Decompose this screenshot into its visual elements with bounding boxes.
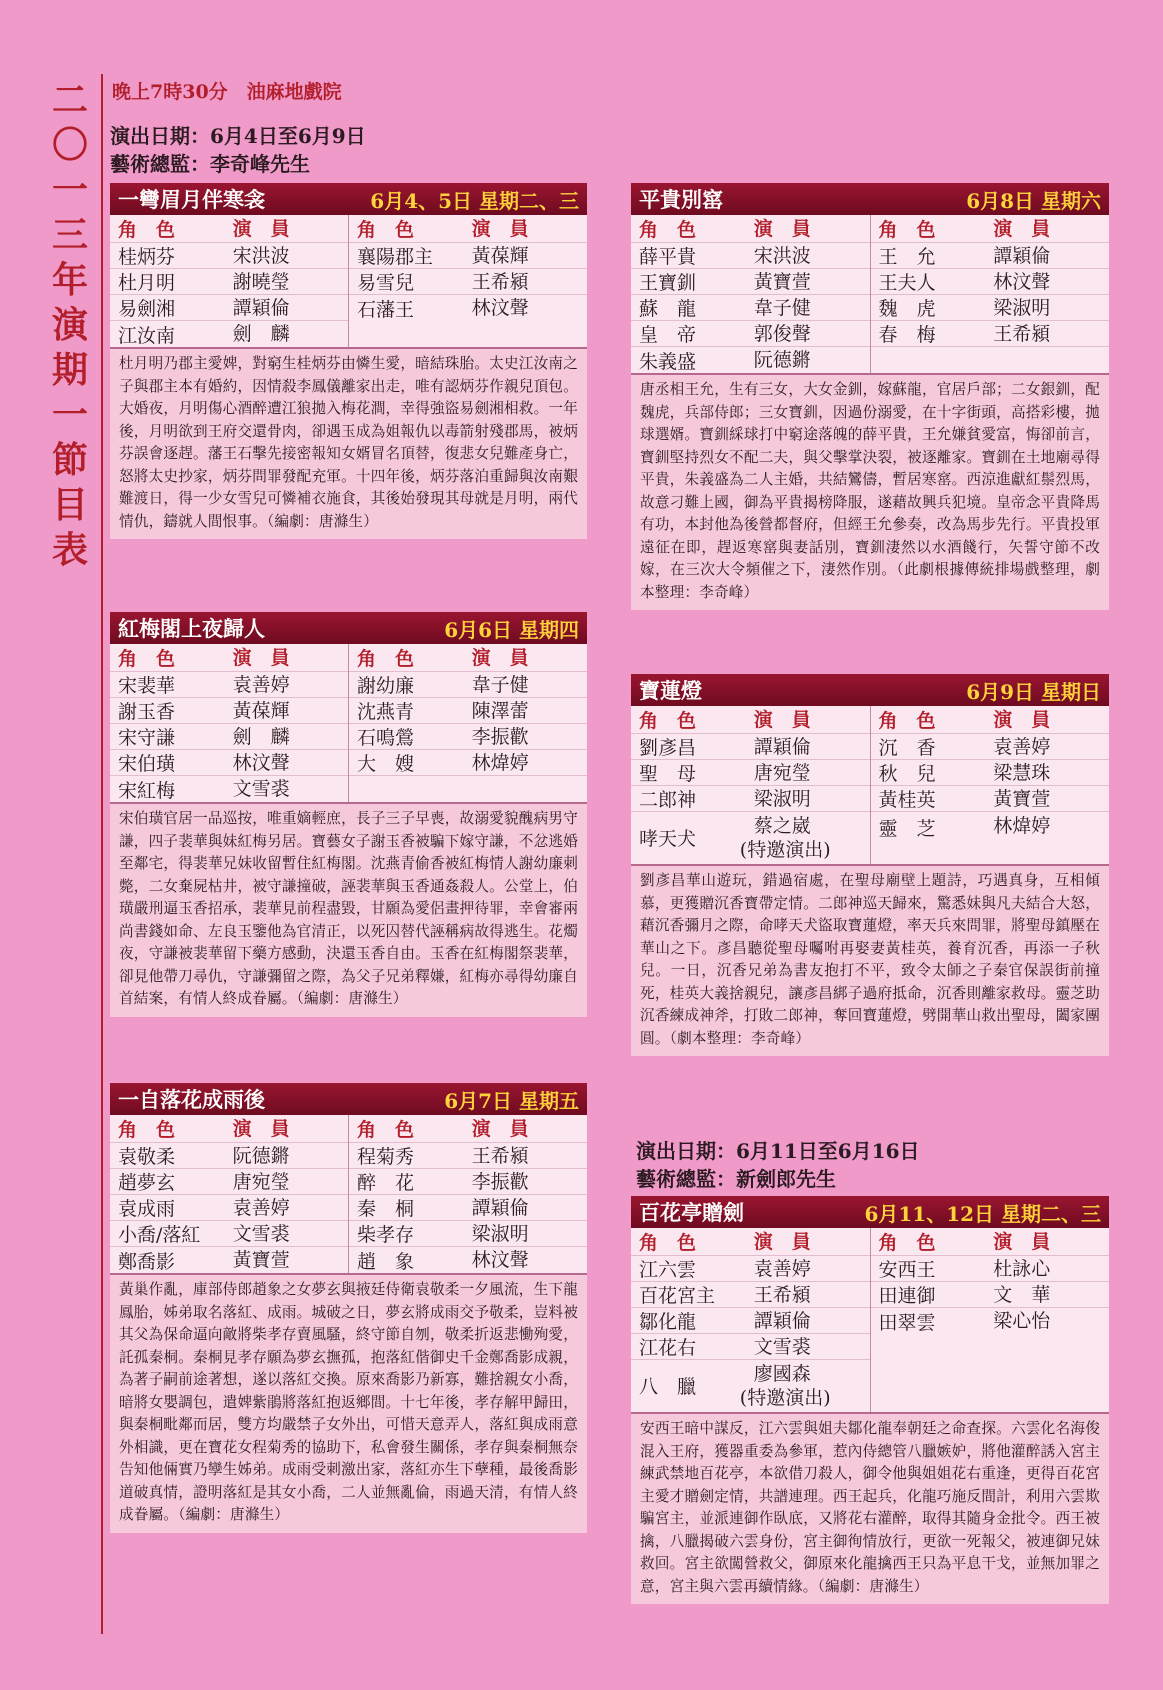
cast-column-left [110, 1115, 348, 1273]
part2-dates: 演出日期：6月11日至6月16日 [636, 1139, 920, 1163]
actor-name: 劍 麟 [232, 725, 290, 748]
part2-director: 藝術總監：新劍郎先生 [636, 1167, 836, 1191]
cast-row [349, 698, 587, 724]
actor-heading: 演 員 [753, 708, 811, 731]
role-heading: 角 色 [118, 1119, 176, 1141]
cast-column-right [870, 215, 1110, 373]
actor-name: 譚穎倫 [753, 1309, 811, 1332]
cast-row [110, 321, 348, 347]
cast-column-right [348, 1115, 587, 1273]
actor-name: 譚穎倫 [753, 735, 811, 758]
cast-table [110, 215, 587, 349]
cast-row [631, 295, 870, 321]
cast-row [349, 1221, 587, 1247]
cast-row [349, 776, 587, 802]
cast-row [871, 1282, 1110, 1308]
show-date: 6月4、5日 星期二、三 [370, 188, 579, 213]
role-name: 醉 花 [357, 1172, 415, 1194]
show-title: 寶蓮燈 [639, 678, 702, 703]
role-heading: 角 色 [639, 710, 697, 732]
cast-row [871, 760, 1110, 786]
actor-name: 黃葆輝 [232, 699, 290, 722]
actor-name: 劍 麟 [232, 323, 290, 345]
actor-name: 譚穎倫 [471, 1196, 529, 1219]
role-name: 宋守謙 [118, 727, 176, 749]
actor-name: 文雪裘 [232, 1222, 290, 1245]
actor-name: 宋洪波 [753, 244, 811, 267]
actor-heading: 演 員 [993, 1230, 1051, 1253]
cast-column-right [870, 1228, 1110, 1412]
role-name: 易劍湘 [118, 298, 176, 320]
cast-table [110, 644, 587, 804]
role-name: 江六雲 [639, 1259, 697, 1281]
role-name: 易雪兒 [357, 272, 415, 294]
cast-header [110, 1115, 348, 1143]
cast-row [631, 1282, 870, 1308]
actor-name: 林汶聲 [471, 1249, 529, 1271]
cast-column-right [348, 215, 587, 347]
actor-heading: 演 員 [471, 646, 529, 669]
actor-name: 林汶聲 [232, 751, 290, 774]
actor-name: 韋子健 [753, 296, 811, 319]
actor-heading: 演 員 [993, 708, 1051, 731]
cast-row [349, 1247, 587, 1273]
cast-row [871, 269, 1110, 295]
actor-name: 林汶聲 [471, 297, 529, 319]
role-name: 石藩王 [357, 298, 415, 321]
cast-row [110, 750, 348, 776]
actor-name: 李振歡 [471, 1170, 529, 1193]
show-title: 紅梅閣上夜歸人 [118, 616, 265, 641]
actor-name: 王希潁 [993, 322, 1051, 345]
actor-heading: 演 員 [471, 1117, 529, 1140]
actor-name: 文雪裘 [753, 1335, 811, 1358]
actor-name: 唐宛瑩 [232, 1170, 290, 1193]
role-name: 大 嫂 [357, 753, 415, 775]
actor-name: 林煒婷 [471, 751, 529, 774]
cast-row [110, 776, 348, 802]
actor-name: 王希潁 [471, 1144, 529, 1167]
role-heading: 角 色 [878, 1232, 936, 1254]
special-guest-note: (特邀演出) [739, 839, 831, 861]
actor-name: 袁善婷 [232, 673, 290, 696]
cast-row [349, 295, 587, 321]
cast-row [631, 812, 870, 864]
cast-row [110, 1143, 348, 1169]
actor-heading: 演 員 [993, 217, 1051, 240]
actor-name: 譚穎倫 [993, 244, 1051, 267]
actor-name: 黃葆輝 [471, 244, 529, 267]
actor-name: 林煒婷 [993, 815, 1051, 837]
cast-row [631, 760, 870, 786]
cast-row [871, 1256, 1110, 1282]
role-name: 聖 母 [639, 763, 697, 785]
cast-table [110, 1115, 587, 1275]
cast-row [631, 1334, 870, 1360]
cast-header [871, 706, 1110, 734]
role-name: 趙 象 [357, 1250, 415, 1273]
role-name: 薛平貴 [639, 246, 697, 268]
actor-name: 廖國森 [753, 1363, 811, 1385]
actor-name: 韋子健 [471, 673, 529, 696]
actor-name: 文雪裘 [232, 778, 290, 800]
show-date: 6月8日 星期六 [966, 188, 1101, 213]
cast-row [349, 1169, 587, 1195]
cast-table [631, 706, 1109, 866]
actor-name: 譚穎倫 [232, 296, 290, 319]
role-name: 八 臘 [639, 1376, 697, 1398]
actor-name: 梁心怡 [993, 1310, 1051, 1332]
actor-name: 黃寶萱 [753, 270, 811, 293]
cast-row [349, 724, 587, 750]
role-name: 二郎神 [639, 789, 697, 811]
cast-row [871, 786, 1110, 812]
role-name: 程菊秀 [357, 1146, 415, 1168]
role-name: 江汝南 [118, 324, 176, 347]
show-title: 一自落花成雨後 [118, 1087, 265, 1112]
synopsis: 宋伯璜官居一品巡按，唯重嫡輕庶，長子三子早喪，故溺愛貌醜病男守謙，四子裴華與妹紅梅另居。寶藝女子謝玉香被騙下嫁守謙，不忿逃婚至鄰宅，得裴華兄妹收留暫住紅梅閣。沈燕青偷香被紅梅情人謝幼廉刺斃，二女棄屍枯井，被守謙撞破，誣裴華與玉香通姦殺人。公堂上，伯璜嚴刑逼玉香招承，裴華見前程盡毀，甘願為愛侶畫押待罪，幸會審兩尚書錢如命、左良玉鑒他為官清正，以死囚替代誣稱病故得逃生。花燭夜，守謙被裴華留下藥方感動，決還玉香自由。玉香在紅梅閣祭裴華，卻見他帶刀尋仇，守謙彌留之際，為父子兄弟釋嫌，紅梅亦尋得幼廉自首結案，有情人終成眷屬。（編劇：唐滌生） [119, 810, 578, 1007]
actor-heading: 演 員 [232, 217, 290, 240]
actor-name: 蔡之崴 [753, 815, 811, 837]
show-title-bar [631, 183, 1109, 215]
cast-row [110, 698, 348, 724]
actor-name: 黃寶萱 [993, 787, 1051, 810]
actor-name: 袁善婷 [753, 1257, 811, 1280]
role-name: 宋伯璜 [118, 753, 176, 775]
actor-name: 王希潁 [471, 270, 529, 293]
cast-row [349, 672, 587, 698]
actor-name: 李振歡 [471, 725, 529, 748]
cast-row [871, 295, 1110, 321]
cast-row [631, 1360, 870, 1412]
actor-name: 阮德鏘 [753, 349, 811, 371]
side-title: 二〇一三年演期一節目表 [52, 79, 89, 571]
actor-heading: 演 員 [753, 1230, 811, 1253]
role-name: 柴孝存 [357, 1224, 415, 1246]
role-name: 宋裴華 [118, 675, 176, 697]
synopsis: 黃巢作亂，庫部侍郎趙象之女夢玄與掖廷侍衛袁敬柔一夕風流，生下龍鳳胎，姊弟取名落紅、成雨。城破之日，夢玄將成雨交予敬柔，豈料被其父為保命逼向敵將柴孝存賣風騷，終守節自刎，敬柔折返悲慟殉愛，託孤秦桐。秦桐見孝存願為夢玄撫孤，抱落紅偕御史千金鄭喬影成親，為著子嗣前途著想，遂以落紅交換。原來喬影乃新寡，難捨親女小喬，暗將女嬰調包，遣婢紫鵑將落紅抱返鄉間。十七年後，孝存解甲歸田，與秦桐毗鄰而居，雙方均嚴禁子女外出，可惜天意弄人，落紅與成雨意外相識，更在寶花女程菊秀的協助下，私會發生關係，孝存與秦桐無奈告知他倆實乃孿生姊弟。成雨受刺激出家，落紅亦生下孽種，最後喬影道破真情，證明落紅是其女小喬，二人並無亂倫，雨過天清，有情人終成眷屬。（編劇：唐滌生） [119, 1281, 578, 1523]
actor-name: 梁淑明 [753, 787, 811, 810]
role-heading: 角 色 [118, 219, 176, 241]
cast-header [349, 215, 587, 243]
cast-header [110, 215, 348, 243]
cast-column-right [870, 706, 1110, 864]
role-name: 百花宮主 [639, 1285, 716, 1307]
show-card [110, 612, 587, 1017]
role-name: 趙夢玄 [118, 1172, 176, 1194]
role-name: 袁成雨 [118, 1198, 176, 1220]
role-name: 春 梅 [878, 324, 936, 346]
actor-name: 梁淑明 [993, 296, 1051, 319]
role-name: 謝幼廉 [357, 675, 415, 697]
actor-heading: 演 員 [753, 217, 811, 240]
role-name: 宋紅梅 [118, 779, 176, 802]
role-name: 沉 香 [878, 737, 936, 759]
cast-header [631, 215, 870, 243]
show-title: 平貴別窰 [639, 187, 723, 212]
role-name: 鄒化龍 [639, 1311, 697, 1333]
actor-name: 文 華 [993, 1283, 1051, 1306]
role-name: 杜月明 [118, 272, 176, 294]
show-date: 6月11、12日 星期二、三 [864, 1201, 1101, 1226]
show-title-bar [110, 612, 587, 644]
role-name: 哮天犬 [639, 828, 697, 850]
role-name: 王夫人 [878, 272, 936, 294]
role-name: 沈燕青 [357, 701, 415, 723]
cast-table [631, 1228, 1109, 1414]
actor-heading: 演 員 [232, 646, 290, 669]
role-name: 劉彥昌 [639, 737, 697, 759]
cast-row [110, 672, 348, 698]
role-name: 小喬/落紅 [118, 1224, 201, 1246]
cast-row [871, 1308, 1110, 1334]
actor-name: 黃寶萱 [232, 1249, 290, 1271]
cast-row [631, 347, 870, 373]
cast-row [110, 1169, 348, 1195]
synopsis: 唐丞相王允，生有三女，大女金釧，嫁蘇龍，官居戶部；二女銀釧，配魏虎，兵部侍郎；三女寶釧，因過份溺愛，在十字街頭，高搭彩樓，拋球選婿。寶釧綵球打中窮途落魄的薛平貴，王允嫌貧愛富，悔卻前言，寶釧堅持烈女不配二夫，與父擊掌決裂，被逐離家。寶釧在土地廟尋得平貴，朱義盛為二人主婚，共結鸞儔，暫居寒窰。西涼進獻紅鬃烈馬，故意刁難上國，御為平貴揭榜降服，遂藉故興兵犯境。皇帝念平貴降馬有功，本封他為後營都督府，但經王允參奏，改為馬步先行。平貴投軍遠征在即，趕返寒窰與妻話別，寶釧淒然以水酒餞行，矢誓守節不改嫁，在三次大令頻催之下，淒然作別。（此劇根據傳統排場戲整理，劇本整理：李奇峰） [640, 381, 1100, 601]
role-name: 王 允 [878, 246, 936, 268]
role-name: 秋 兒 [878, 763, 936, 785]
cast-row [110, 1247, 348, 1273]
role-name: 蘇 龍 [639, 298, 697, 320]
role-name: 朱義盛 [639, 350, 697, 373]
role-name: 鄭喬影 [118, 1250, 176, 1273]
show-date: 6月9日 星期日 [966, 679, 1101, 704]
role-name: 王寶釧 [639, 272, 697, 294]
cast-header [871, 1228, 1110, 1256]
cast-column-left [631, 706, 870, 864]
cast-row [349, 243, 587, 269]
role-name: 江花右 [639, 1337, 697, 1359]
show-title-bar [631, 1196, 1109, 1228]
synopsis: 安西王暗中謀反，江六雲與姐夫鄒化龍奉朝廷之命查探。六雲化名海俊混入王府，獲器重委為參軍，惹內侍總管八臘嫉妒，將他灌醉誘入宮主練武禁地百花亭，本欲借刀殺人，御令他與姐姐花右重逢，更得百花宮主愛才贈劍定情，共譜連理。西王起兵，化龍巧施反間計，利用六雲欺騙宮主，並派連御作臥底，又將花右灌醉，取得其隨身金批令。西王被擒，八臘揭破六雲身份，宮主御徇情放行，更欲一死報父，被連御兄妹救回。宮主欲闖營救父，御原來化龍擒西王只為平息干戈，並無加罪之意，宮主與六雲再續情緣。（編劇：唐滌生） [640, 1420, 1100, 1595]
cast-column-left [631, 1228, 870, 1412]
synopsis: 劉彥昌華山遊玩，錯過宿處，在聖母廟壁上題詩，巧遇真身，互相傾慕，更獲贈沉香寶帶定情。二郎神巡天歸來，驚悉妹與凡夫結合大怒，藉沉香彌月之際，命哮天犬盜取寶蓮燈，率天兵來問罪，將聖母鎮壓在華山之下。彥昌聽從聖母囑咐再娶妻黃桂英，養育沉香，再添一子秋兒。一日，沉香兄弟為書友抱打不平，致令太師之子秦官保誤街前撞死，桂英大義捨親兒，讓彥昌綁子過府抵命，沉香則離家救母。靈芝助沉香練成神斧，打敗二郎神，奪回寶蓮燈，劈開華山救出聖母，闔家團圓。（劇本整理：李奇峰） [640, 872, 1100, 1047]
cast-row [349, 1143, 587, 1169]
role-name: 黃桂英 [878, 789, 936, 811]
actor-name: 王希潁 [753, 1283, 811, 1306]
cast-row [110, 295, 348, 321]
actor-name: 唐宛瑩 [753, 761, 811, 784]
role-name: 襄陽郡主 [357, 246, 434, 268]
cast-column-right [348, 644, 587, 802]
actor-name: 阮德鏘 [232, 1144, 290, 1167]
cast-header [349, 1115, 587, 1143]
cast-header [631, 1228, 870, 1256]
synopsis: 杜月明乃郡主愛婢，對窮生桂炳芬由憐生愛，暗結珠胎。太史江汝南之子與郡主本有婚約，因情殺李鳳儀離家出走，唯有認炳芬作親兒頂包。大婚夜，月明傷心酒醉遭江狼拋入梅花澗，幸得強盜易劍湘相救。一年後，月明欲到王府交還骨肉，卻遇玉成為姐報仇以毒箭射殘郡馬，被炳芬誤會逐趕。藩王石擊先接密報知女婿冒名頂替，復悲女兒難產身亡，怒將太史抄家，炳芬問罪發配充軍。十四年後，炳芬落泊重歸與汝南艱難渡日，得一少女雪兒可憐補衣施食，其後始發現其母就是月明，兩代情仇，鑄就人間恨事。（編劇：唐滌生） [119, 355, 578, 530]
actor-name: 宋洪波 [232, 244, 290, 267]
actor-name: 杜詠心 [993, 1257, 1051, 1280]
role-name: 靈 芝 [878, 818, 936, 840]
show-card [631, 1196, 1109, 1604]
cast-row [871, 243, 1110, 269]
side-divider [101, 74, 103, 1634]
cast-header [631, 706, 870, 734]
actor-name: 梁慧珠 [993, 761, 1051, 784]
show-title: 一彎眉月伴寒衾 [118, 187, 265, 212]
cast-row [871, 321, 1110, 347]
cast-header [871, 215, 1110, 243]
actor-name: 袁善婷 [232, 1196, 290, 1219]
part1-dates: 演出日期：6月4日至6月9日 [110, 124, 366, 148]
special-guest-note: (特邀演出) [739, 1387, 831, 1409]
cast-column-left [110, 644, 348, 802]
cast-row [631, 734, 870, 760]
role-name: 安西王 [878, 1259, 936, 1281]
cast-header [110, 644, 348, 672]
show-card [110, 1083, 587, 1533]
role-heading: 角 色 [357, 648, 415, 670]
role-name: 袁敬柔 [118, 1146, 176, 1168]
cast-row [110, 1221, 348, 1247]
show-title: 百花亭贈劍 [639, 1200, 744, 1225]
show-date: 6月7日 星期五 [444, 1088, 579, 1113]
cast-row [871, 812, 1110, 864]
cast-header [349, 644, 587, 672]
role-name: 魏 虎 [878, 298, 936, 320]
cast-row [631, 269, 870, 295]
cast-row [631, 243, 870, 269]
time-venue: 晚上7時30分 油麻地戲院 [112, 81, 342, 103]
cast-row [631, 1308, 870, 1334]
role-name: 田翠雲 [878, 1311, 936, 1334]
cast-row [631, 786, 870, 812]
actor-name: 梁淑明 [471, 1222, 529, 1245]
actor-name: 林汶聲 [993, 270, 1051, 293]
actor-heading: 演 員 [471, 217, 529, 240]
role-heading: 角 色 [357, 219, 415, 241]
actor-name: 陳澤蕾 [471, 699, 529, 722]
actor-name: 郭俊聲 [753, 322, 811, 345]
show-card [631, 674, 1109, 1056]
cast-column-left [631, 215, 870, 373]
role-heading: 角 色 [118, 648, 176, 670]
cast-row [631, 321, 870, 347]
cast-row [349, 269, 587, 295]
actor-name: 謝曉瑩 [232, 270, 290, 293]
actor-name: 袁善婷 [993, 735, 1051, 758]
role-heading: 角 色 [878, 219, 936, 241]
role-name: 田連御 [878, 1285, 936, 1307]
show-card [110, 183, 587, 539]
show-date: 6月6日 星期四 [444, 617, 579, 642]
cast-row [110, 243, 348, 269]
show-title-bar [631, 674, 1109, 706]
cast-row [110, 269, 348, 295]
role-name: 皇 帝 [639, 324, 697, 346]
role-name: 石鳴鶯 [357, 727, 415, 749]
show-card [631, 183, 1109, 610]
cast-row [631, 1256, 870, 1282]
actor-heading: 演 員 [232, 1117, 290, 1140]
show-title-bar [110, 183, 587, 215]
cast-column-left [110, 215, 348, 347]
part1-director: 藝術總監：李奇峰先生 [110, 152, 310, 176]
cast-row [110, 1195, 348, 1221]
cast-row [349, 1195, 587, 1221]
role-name: 秦 桐 [357, 1198, 415, 1220]
role-heading: 角 色 [878, 710, 936, 732]
cast-row [871, 347, 1110, 373]
role-heading: 角 色 [639, 219, 697, 241]
cast-row [349, 750, 587, 776]
cast-table [631, 215, 1109, 375]
role-heading: 角 色 [639, 1232, 697, 1254]
cast-row [871, 734, 1110, 760]
role-heading: 角 色 [357, 1119, 415, 1141]
role-name: 桂炳芬 [118, 246, 176, 268]
role-name: 謝玉香 [118, 701, 176, 723]
show-title-bar [110, 1083, 587, 1115]
cast-row [110, 724, 348, 750]
